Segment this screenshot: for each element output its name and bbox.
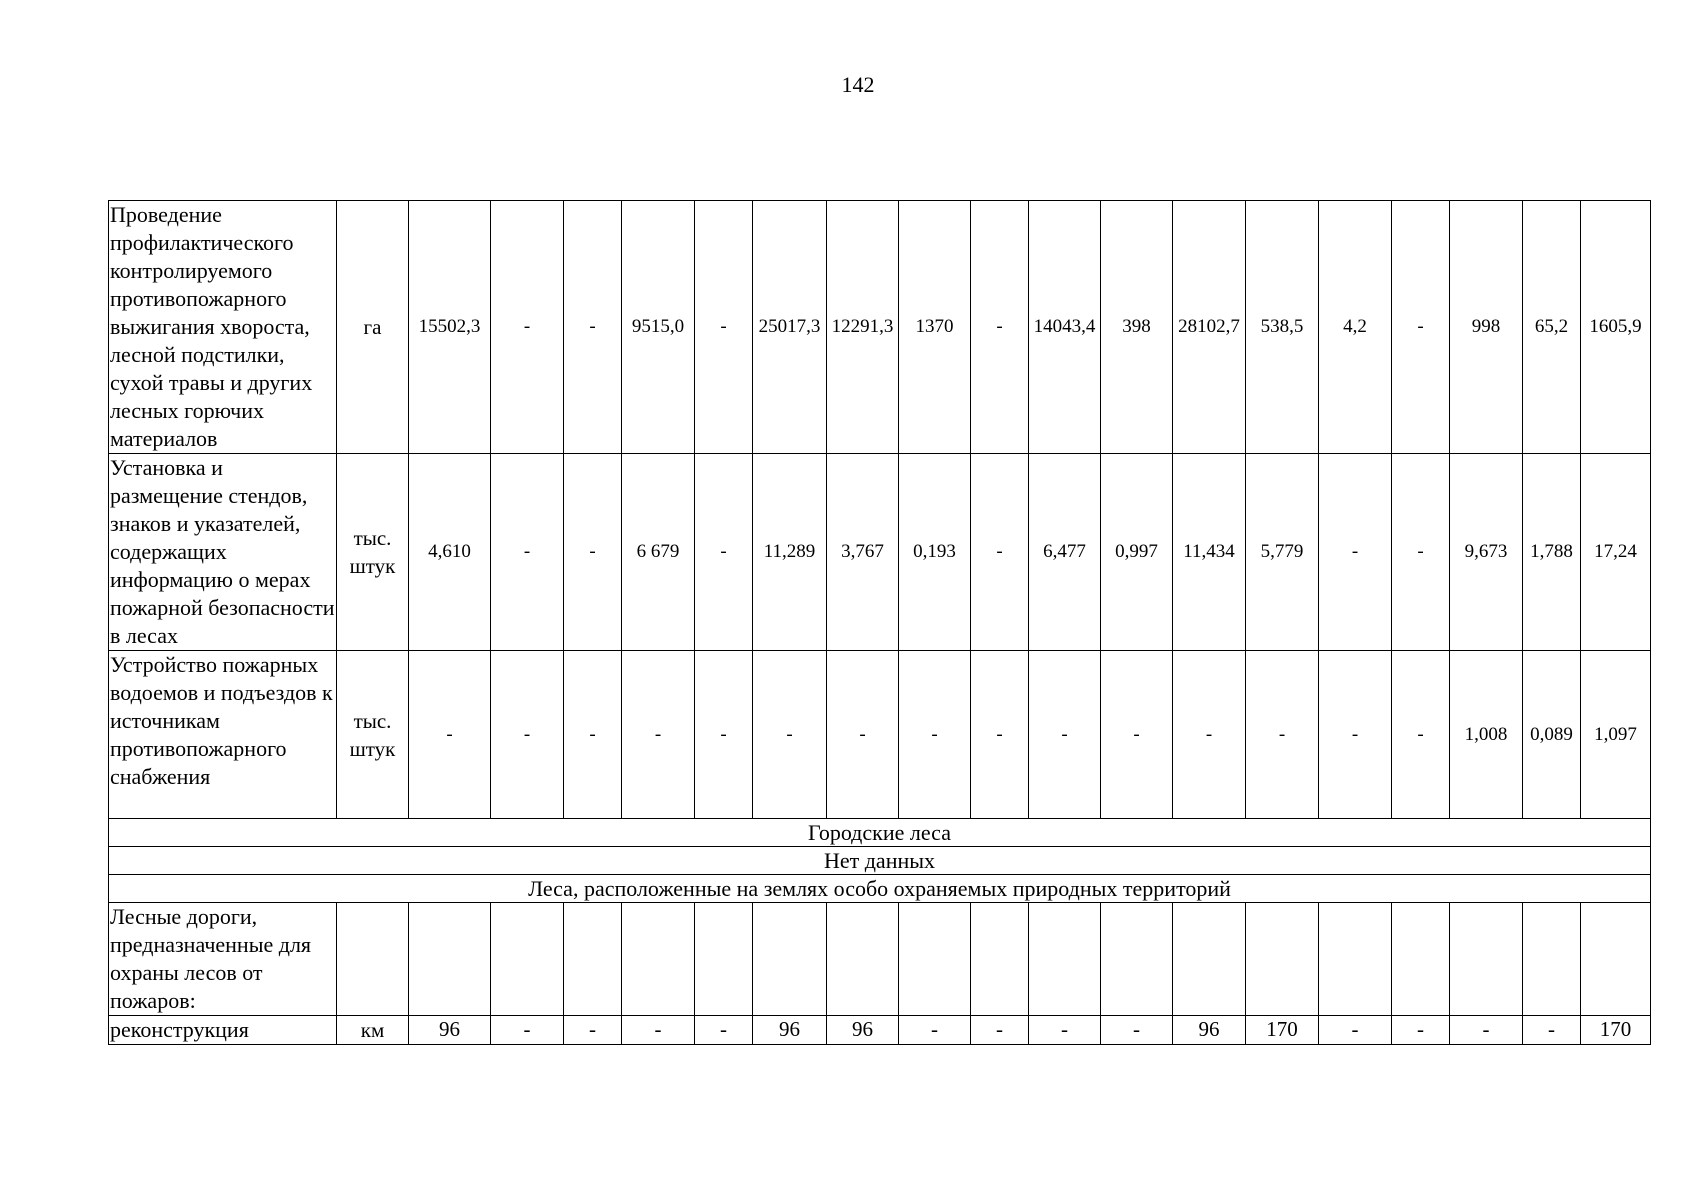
table-body bbox=[109, 201, 1651, 1045]
value-cell: - bbox=[491, 651, 564, 819]
row-unit: тыс. штук bbox=[337, 651, 409, 819]
value-cell: - bbox=[971, 651, 1029, 819]
value-cell: 6 679 bbox=[622, 454, 695, 651]
section-row bbox=[109, 875, 1651, 903]
value-cell: - bbox=[491, 1016, 564, 1045]
row-label: Лесные дороги, предназначенные для охраны лесов от пожаров: bbox=[109, 903, 337, 1016]
value-cell: 4,610 bbox=[409, 454, 491, 651]
table-row bbox=[109, 1016, 1651, 1045]
value-cell: 1,788 bbox=[1523, 454, 1581, 651]
value-cell: - bbox=[1523, 1016, 1581, 1045]
value-cell bbox=[827, 903, 899, 1016]
row-label: Установка и размещение стендов, знаков и указателей, содержащих информацию о мерах пожарной безопасности в лесах bbox=[109, 454, 337, 651]
value-cell: - bbox=[695, 454, 753, 651]
value-cell: 17,24 bbox=[1581, 454, 1651, 651]
value-cell: - bbox=[695, 651, 753, 819]
value-cell: 1,097 bbox=[1581, 651, 1651, 819]
value-cell: - bbox=[1029, 1016, 1101, 1045]
value-cell: 12291,3 bbox=[827, 201, 899, 454]
value-cell bbox=[1246, 903, 1319, 1016]
value-cell: - bbox=[564, 651, 622, 819]
value-cell: - bbox=[409, 651, 491, 819]
row-label: Устройство пожарных водоемов и подъездов к источникам противопожарного снабжения bbox=[109, 651, 337, 819]
value-cell: 96 bbox=[409, 1016, 491, 1045]
value-cell bbox=[971, 903, 1029, 1016]
value-cell bbox=[622, 903, 695, 1016]
value-cell: - bbox=[1319, 454, 1392, 651]
value-cell bbox=[1173, 903, 1246, 1016]
value-cell: 11,289 bbox=[753, 454, 827, 651]
value-cell: - bbox=[564, 454, 622, 651]
value-cell: - bbox=[1392, 1016, 1450, 1045]
value-cell: - bbox=[622, 1016, 695, 1045]
value-cell bbox=[491, 903, 564, 1016]
row-label: реконструкция bbox=[109, 1016, 337, 1045]
table-row bbox=[109, 454, 1651, 651]
value-cell bbox=[1523, 903, 1581, 1016]
value-cell: - bbox=[899, 651, 971, 819]
value-cell: 9515,0 bbox=[622, 201, 695, 454]
value-cell: 398 bbox=[1101, 201, 1173, 454]
value-cell: 25017,3 bbox=[753, 201, 827, 454]
value-cell: 0,997 bbox=[1101, 454, 1173, 651]
section-header: Городские леса bbox=[109, 819, 1651, 847]
value-cell bbox=[1319, 903, 1392, 1016]
value-cell: - bbox=[971, 201, 1029, 454]
value-cell: - bbox=[695, 1016, 753, 1045]
row-unit: км bbox=[337, 1016, 409, 1045]
value-cell: - bbox=[899, 1016, 971, 1045]
value-cell: - bbox=[695, 201, 753, 454]
value-cell bbox=[1450, 903, 1523, 1016]
row-label: Проведение профилактического контролируемого противопожарного выжигания хвороста, лесной подстилки, сухой травы и других лесных горючих материалов bbox=[109, 201, 337, 454]
section-row bbox=[109, 847, 1651, 875]
value-cell: 1,008 bbox=[1450, 651, 1523, 819]
value-cell: 11,434 bbox=[1173, 454, 1246, 651]
value-cell: - bbox=[1392, 454, 1450, 651]
value-cell bbox=[1101, 903, 1173, 1016]
value-cell: 6,477 bbox=[1029, 454, 1101, 651]
value-cell: - bbox=[1101, 1016, 1173, 1045]
row-unit: тыс. штук bbox=[337, 454, 409, 651]
value-cell: - bbox=[564, 1016, 622, 1045]
value-cell: 0,089 bbox=[1523, 651, 1581, 819]
value-cell: - bbox=[1392, 201, 1450, 454]
value-cell: - bbox=[1246, 651, 1319, 819]
value-cell: 9,673 bbox=[1450, 454, 1523, 651]
value-cell bbox=[1392, 903, 1450, 1016]
value-cell: - bbox=[1173, 651, 1246, 819]
value-cell bbox=[1029, 903, 1101, 1016]
section-header: Нет данных bbox=[109, 847, 1651, 875]
value-cell: - bbox=[1029, 651, 1101, 819]
value-cell: - bbox=[491, 201, 564, 454]
value-cell: - bbox=[827, 651, 899, 819]
value-cell: 65,2 bbox=[1523, 201, 1581, 454]
value-cell: 14043,4 bbox=[1029, 201, 1101, 454]
value-cell: - bbox=[1319, 1016, 1392, 1045]
value-cell: - bbox=[753, 651, 827, 819]
value-cell bbox=[695, 903, 753, 1016]
value-cell: 96 bbox=[1173, 1016, 1246, 1045]
value-cell: 170 bbox=[1246, 1016, 1319, 1045]
value-cell: - bbox=[564, 201, 622, 454]
value-cell: 28102,7 bbox=[1173, 201, 1246, 454]
table-row bbox=[109, 201, 1651, 454]
value-cell: - bbox=[491, 454, 564, 651]
value-cell: - bbox=[971, 1016, 1029, 1045]
data-table bbox=[108, 200, 1651, 1045]
value-cell: - bbox=[1392, 651, 1450, 819]
value-cell bbox=[753, 903, 827, 1016]
value-cell: - bbox=[622, 651, 695, 819]
value-cell bbox=[409, 903, 491, 1016]
section-row bbox=[109, 819, 1651, 847]
value-cell bbox=[899, 903, 971, 1016]
value-cell: 4,2 bbox=[1319, 201, 1392, 454]
row-unit bbox=[337, 903, 409, 1016]
value-cell: 96 bbox=[827, 1016, 899, 1045]
value-cell: 15502,3 bbox=[409, 201, 491, 454]
page-number: 142 bbox=[841, 72, 875, 97]
value-cell: - bbox=[1101, 651, 1173, 819]
table-row bbox=[109, 903, 1651, 1016]
value-cell: 0,193 bbox=[899, 454, 971, 651]
value-cell: 1370 bbox=[899, 201, 971, 454]
value-cell: - bbox=[971, 454, 1029, 651]
value-cell: 170 bbox=[1581, 1016, 1651, 1045]
value-cell: 96 bbox=[753, 1016, 827, 1045]
section-header: Леса, расположенные на землях особо охраняемых природных территорий bbox=[109, 875, 1651, 903]
row-unit: га bbox=[337, 201, 409, 454]
value-cell: - bbox=[1450, 1016, 1523, 1045]
value-cell bbox=[1581, 903, 1651, 1016]
value-cell: 5,779 bbox=[1246, 454, 1319, 651]
value-cell: 1605,9 bbox=[1581, 201, 1651, 454]
table-row bbox=[109, 651, 1651, 819]
value-cell bbox=[564, 903, 622, 1016]
value-cell: 538,5 bbox=[1246, 201, 1319, 454]
value-cell: - bbox=[1319, 651, 1392, 819]
value-cell: 998 bbox=[1450, 201, 1523, 454]
value-cell: 3,767 bbox=[827, 454, 899, 651]
